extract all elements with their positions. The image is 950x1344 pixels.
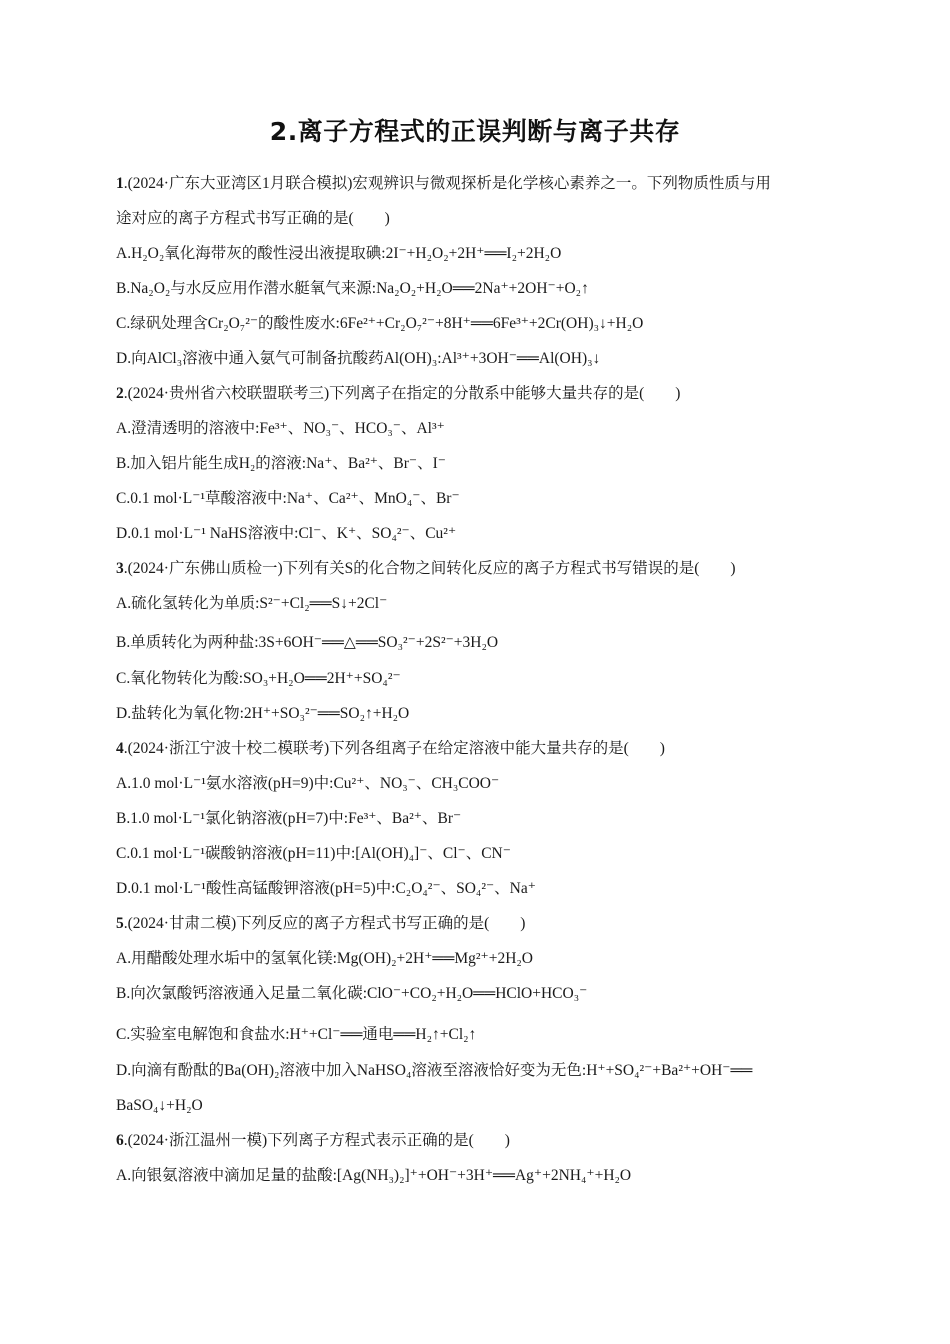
question-text: .(2024·贵州省六校联盟联考三)下列离子在指定的分散系中能够大量共存的是( ) — [123, 385, 681, 402]
question-1-stem-cont — [116, 201, 836, 236]
option-4b — [116, 801, 836, 836]
question-number: 5 — [116, 915, 124, 932]
option-text: D.向滴有酚酞的Ba(OH)₂溶液中加入NaHSO₄溶液至溶液恰好变为无色:H⁺+SO₄²⁻+Ba²⁺+OH⁻══ — [116, 1062, 753, 1079]
option-4a — [116, 766, 836, 801]
option-text: C.0.1 mol·L⁻¹碳酸钠溶液(pH=11)中:[Al(OH)₄]⁻、Cl⁻、CN⁻ — [116, 845, 511, 862]
option-3b — [116, 621, 836, 661]
question-text: .(2024·甘肃二模)下列反应的离子方程式书写正确的是( ) — [123, 915, 526, 932]
option-2a — [116, 411, 836, 446]
question-number: 2 — [116, 385, 124, 402]
option-5c — [116, 1011, 836, 1053]
question-1-stem — [116, 166, 836, 201]
question-text: .(2024·浙江宁波十校二模联考)下列各组离子在给定溶液中能大量共存的是( ) — [123, 740, 665, 757]
option-text: D.向AlCl₃溶液中通入氨气可制备抗酸药Al(OH)₃:Al³⁺+3OH⁻══Al(OH)₃↓ — [116, 350, 601, 367]
option-text: C.绿矾处理含Cr₂O₇²⁻的酸性废水:6Fe²⁺+Cr₂O₇²⁻+8H⁺══6Fe³⁺+2Cr(OH)₃↓+H₂O — [116, 315, 644, 332]
option-text: B.Na₂O₂与水反应用作潜水艇氧气来源:Na₂O₂+H₂O══2Na⁺+2OH⁻+O₂↑ — [116, 280, 589, 297]
option-text: A.H₂O₂氧化海带灰的酸性浸出液提取碘:2I⁻+H₂O₂+2H⁺══I₂+2H₂O — [116, 245, 562, 262]
option-text: C.实验室电解饱和食盐水:H⁺+Cl⁻══通电══H₂↑+Cl₂↑ — [116, 1026, 477, 1043]
option-3c — [116, 661, 836, 696]
option-4d — [116, 871, 836, 906]
option-text: C.氧化物转化为酸:SO₃+H₂O══2H⁺+SO₄²⁻ — [116, 670, 401, 687]
option-1c — [116, 306, 836, 341]
question-text: .(2024·广东大亚湾区1月联合模拟)宏观辨识与微观探析是化学核心素养之一。下列物质性质与用 — [123, 175, 771, 192]
option-text: A.向银氨溶液中滴加足量的盐酸:[Ag(NH₃)₂]⁺+OH⁻+3H⁺══Ag⁺+2NH₄⁺+H₂O — [116, 1167, 632, 1184]
option-2d — [116, 516, 836, 551]
option-text: B.向次氯酸钙溶液通入足量二氧化碳:ClO⁻+CO₂+H₂O══HClO+HCO₃⁻ — [116, 985, 588, 1002]
question-text: 途对应的离子方程式书写正确的是( ) — [116, 210, 390, 227]
question-number: 1 — [116, 175, 124, 192]
question-3-stem — [116, 551, 836, 586]
question-text: .(2024·广东佛山质检一)下列有关S的化合物之间转化反应的离子方程式书写错误的是( ) — [123, 560, 736, 577]
option-3a — [116, 586, 836, 621]
question-number: 3 — [116, 560, 124, 577]
option-5d-cont — [116, 1088, 836, 1123]
option-5b — [116, 976, 836, 1011]
page-title: 2.离子方程式的正误判断与离子共存 — [269, 117, 681, 146]
option-6a — [116, 1158, 836, 1193]
option-text: B.1.0 mol·L⁻¹氯化钠溶液(pH=7)中:Fe³⁺、Ba²⁺、Br⁻ — [116, 810, 462, 827]
option-text: BaSO₄↓+H₂O — [116, 1097, 203, 1114]
option-5a — [116, 941, 836, 976]
option-text: B.单质转化为两种盐:3S+6OH⁻══△══SO₃²⁻+2S²⁻+3H₂O — [116, 634, 499, 651]
question-list — [116, 166, 836, 1193]
option-text: D.0.1 mol·L⁻¹ NaHS溶液中:Cl⁻、K⁺、SO₄²⁻、Cu²⁺ — [116, 525, 457, 542]
option-1d — [116, 341, 836, 376]
question-number: 4 — [116, 740, 124, 757]
question-5-stem — [116, 906, 836, 941]
option-2b — [116, 446, 836, 481]
option-text: A.1.0 mol·L⁻¹氨水溶液(pH=9)中:Cu²⁺、NO₃⁻、CH₃COO⁻ — [116, 775, 500, 792]
option-text: D.0.1 mol·L⁻¹酸性高锰酸钾溶液(pH=5)中:C₂O₄²⁻、SO₄²⁻、Na⁺ — [116, 880, 536, 897]
question-2-stem — [116, 376, 836, 411]
option-5d — [116, 1053, 836, 1088]
option-text: A.用醋酸处理水垢中的氢氧化镁:Mg(OH)₂+2H⁺══Mg²⁺+2H₂O — [116, 950, 533, 967]
question-4-stem — [116, 731, 836, 766]
option-text: B.加入铝片能生成H₂的溶液:Na⁺、Ba²⁺、Br⁻、I⁻ — [116, 455, 446, 472]
question-number: 6 — [116, 1132, 124, 1149]
option-text: C.0.1 mol·L⁻¹草酸溶液中:Na⁺、Ca²⁺、MnO₄⁻、Br⁻ — [116, 490, 460, 507]
question-text: .(2024·浙江温州一模)下列离子方程式表示正确的是( ) — [123, 1132, 510, 1149]
option-1b — [116, 271, 836, 306]
option-1a — [116, 236, 836, 271]
option-2c — [116, 481, 836, 516]
option-text: A.澄清透明的溶液中:Fe³⁺、NO₃⁻、HCO₃⁻、Al³⁺ — [116, 420, 445, 437]
option-3d — [116, 696, 836, 731]
option-text: D.盐转化为氧化物:2H⁺+SO₃²⁻══SO₂↑+H₂O — [116, 705, 410, 722]
question-6-stem — [116, 1123, 836, 1158]
option-text: A.硫化氢转化为单质:S²⁻+Cl₂══S↓+2Cl⁻ — [116, 595, 388, 612]
option-4c — [116, 836, 836, 871]
